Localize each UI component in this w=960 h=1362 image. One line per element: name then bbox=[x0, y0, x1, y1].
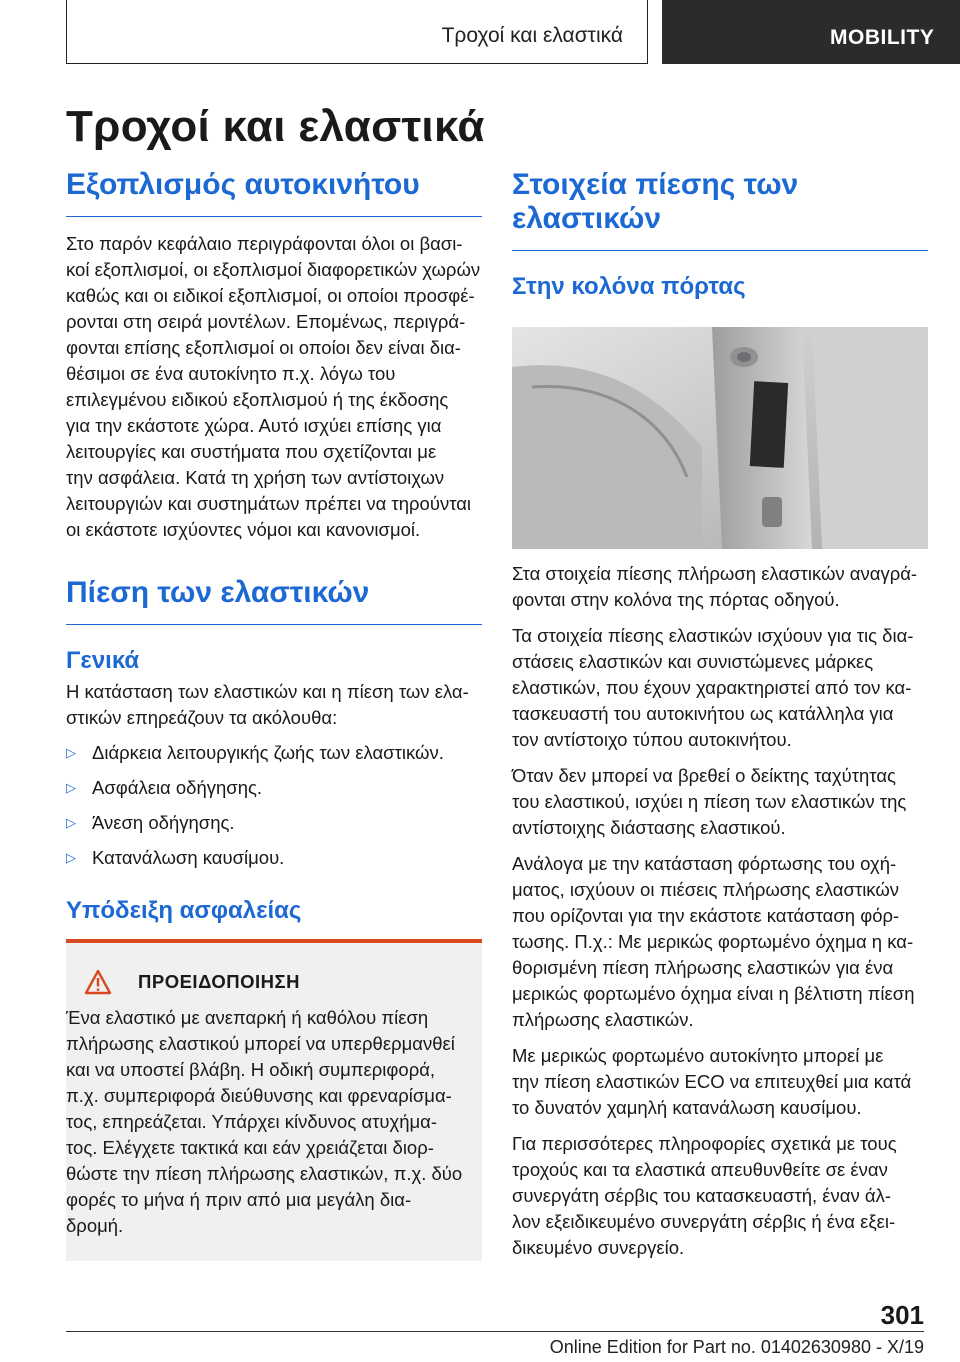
paragraph-general bbox=[66, 679, 482, 731]
list-item bbox=[66, 775, 482, 801]
text-line: θορισμένη πίεση πλήρωσης ελαστικών για ένα bbox=[512, 957, 894, 978]
text-line: την ασφάλεια. Κατά τη χρήση των αντίστοιχων bbox=[66, 467, 445, 488]
page-title: Τροχοί και ελαστικά bbox=[66, 102, 485, 151]
text-line: τον αντίστοιχο τύπου αυτοκινήτου. bbox=[512, 729, 792, 750]
header-chapter-tab: MOBILITY bbox=[662, 0, 960, 64]
heading-tire-pressure: Πίεση των ελαστικών bbox=[66, 576, 482, 625]
header-section-title: Τροχοί και ελαστικά bbox=[441, 24, 623, 47]
list-item-text: Κατανάλωση καυσίμου. bbox=[92, 847, 285, 868]
left-column bbox=[66, 168, 482, 1261]
text-line: πλήρωσης ελαστικών. bbox=[512, 1009, 694, 1030]
text-line: τος. Ελέγχετε τακτικά και εάν χρειάζεται διορ- bbox=[66, 1137, 434, 1158]
heading-safety-note: Υπόδειξη ασφαλείας bbox=[66, 897, 302, 924]
warning-text bbox=[66, 1005, 464, 1239]
text-line: το δυνατόν χαμηλή κατανάλωση καυσίμου. bbox=[512, 1097, 862, 1118]
list-item-text: Διάρκεια λειτουργικής ζωής των ελαστικών. bbox=[92, 742, 444, 763]
list-item bbox=[66, 810, 482, 836]
text-line: Τα στοιχεία πίεσης ελαστικών ισχύουν για τις δια- bbox=[512, 625, 914, 646]
right-paragraphs bbox=[512, 561, 928, 1261]
page-number: 301 bbox=[880, 1300, 924, 1330]
text-line: πλήρωσης ελαστικού μπορεί να υπερθερμανθεί bbox=[66, 1033, 455, 1054]
text-line: καθώς και οι ειδικοί εξοπλισμοί, οι οποίοι προσφέ- bbox=[66, 285, 475, 306]
paragraph-text bbox=[512, 561, 928, 613]
text-line: τασκευαστή του αυτοκινήτου ως κατάλληλα για bbox=[512, 703, 894, 724]
text-line: φορές το μήνα ή πριν από μια μεγάλη δια- bbox=[66, 1189, 412, 1210]
text-line: που ορίζονται για την εκάστοτε κατάσταση φόρ- bbox=[512, 905, 900, 926]
text-line: τροχούς και τα ελαστικά απευθυνθείτε σε έναν bbox=[512, 1159, 888, 1180]
list-item-text: Άνεση οδήγησης. bbox=[92, 812, 235, 833]
text-line: οι εκάστοτε ισχύοντες νόμοι και κανονισμοί. bbox=[66, 519, 421, 540]
triangle-bullet-icon: ▷ bbox=[66, 850, 76, 865]
text-line: Για περισσότερες πληροφορίες σχετικά με τους bbox=[512, 1133, 897, 1154]
text-line: δικευμένο συνεργείο. bbox=[512, 1237, 685, 1258]
text-line: του ελαστικού, ισχύει η πίεση των ελαστικών της bbox=[512, 791, 907, 812]
list-item bbox=[66, 845, 482, 871]
text-line: αντίστοιχης διάστασης ελαστικού. bbox=[512, 817, 786, 838]
paragraph-equipment bbox=[66, 231, 482, 543]
paragraph-text bbox=[512, 1043, 928, 1121]
heading-door-pillar: Στην κολόνα πόρτας bbox=[512, 273, 746, 300]
bullet-list bbox=[66, 740, 482, 871]
paragraph-text bbox=[66, 231, 482, 543]
paragraph-text bbox=[512, 623, 928, 753]
text-line: Στο παρόν κεφάλαιο περιγράφονται όλοι οι βασι- bbox=[66, 233, 463, 254]
text-line: την πίεση ελαστικών ECO να επιτευχθεί μια κατά bbox=[512, 1071, 912, 1092]
text-line: ρονται στη σειρά μοντέλων. Επομένως, περιγρά- bbox=[66, 311, 466, 332]
warning-paragraph bbox=[66, 1005, 464, 1239]
warning-triangle-icon bbox=[84, 969, 112, 995]
paragraph-text bbox=[512, 851, 928, 1033]
text-line: Ένα ελαστικό με ανεπαρκή ή καθόλου πίεση bbox=[66, 1007, 429, 1028]
text-line: τωσης. Π.χ.: Με μερικώς φορτωμένο όχημα η κα- bbox=[512, 931, 914, 952]
right-column bbox=[512, 168, 928, 1261]
paragraph-text bbox=[512, 1131, 928, 1261]
text-line: μερικώς φορτωμένο όχημα είναι η βέλτιστη πίεση bbox=[512, 983, 915, 1004]
paragraph-text bbox=[512, 763, 928, 841]
text-line: φονται επίσης εξοπλισμοί οι οποίοι δεν είναι δια- bbox=[66, 337, 461, 358]
footer-edition: Online Edition for Part no. 01402630980 - X/19 bbox=[549, 1337, 924, 1357]
text-line: λειτουργίες και συστήματα που σχετίζονται με bbox=[66, 441, 437, 462]
text-line: ματος, ισχύουν οι πιέσεις πλήρωσης ελαστικών bbox=[512, 879, 900, 900]
text-line: λειτουργιών και συστημάτων πρέπει να τηρούνται bbox=[66, 493, 472, 514]
paragraph-text bbox=[66, 679, 482, 731]
text-line: κοί εξοπλισμοί, οι εξοπλισμοί διαφορετικών χωρών bbox=[66, 259, 481, 280]
list-item bbox=[66, 740, 482, 766]
text-line: Ανάλογα με την κατάσταση φόρτωσης του οχή- bbox=[512, 853, 897, 874]
text-line: θέσιμοι σε ένα αυτοκίνητο π.χ. λόγω του bbox=[66, 363, 396, 384]
text-line: συνεργάτη σέρβις του κατασκευαστή, έναν άλ- bbox=[512, 1185, 891, 1206]
triangle-bullet-icon: ▷ bbox=[66, 815, 76, 830]
heading-tire-pressure-data: Στοιχεία πίεσης των ελαστικών bbox=[512, 168, 928, 251]
header-section-box bbox=[66, 0, 648, 64]
text-line: και να υποστεί βλάβη. Η οδική συμπεριφορά, bbox=[66, 1059, 436, 1080]
text-line: π.χ. συμπεριφορά διεύθυνσης και φρεναρίσμα- bbox=[66, 1085, 452, 1106]
triangle-bullet-icon: ▷ bbox=[66, 780, 76, 795]
text-line: ελαστικών, που έχουν χαρακτηριστεί από τον κα- bbox=[512, 677, 912, 698]
text-line: Όταν δεν μπορεί να βρεθεί ο δείκτης ταχύτητας bbox=[512, 765, 896, 786]
warning-header bbox=[66, 969, 464, 995]
triangle-bullet-icon: ▷ bbox=[66, 745, 76, 760]
heading-vehicle-equipment: Εξοπλισμός αυτοκινήτου bbox=[66, 168, 482, 217]
text-line: θώστε την πίεση πλήρωσης ελαστικών, π.χ. δύο bbox=[66, 1163, 463, 1184]
heading-general: Γενικά bbox=[66, 647, 140, 674]
text-line: λον εξειδικευμένο συνεργάτη σέρβις ή ένα εξει- bbox=[512, 1211, 896, 1232]
footer-divider bbox=[66, 1331, 924, 1332]
text-line: δρομή. bbox=[66, 1215, 124, 1236]
text-line: φονται στην κολόνα της πόρτας οδηγού. bbox=[512, 589, 840, 610]
warning-box bbox=[66, 939, 482, 1261]
warning-title: ΠΡΟΕΙΔΟΠΟΙΗΣΗ bbox=[138, 971, 300, 992]
text-line: Η κατάσταση των ελαστικών και η πίεση των ελα- bbox=[66, 681, 469, 702]
list-item-text: Ασφάλεια οδήγησης. bbox=[92, 777, 263, 798]
text-line: τος, επηρεάζεται. Υπάρχει κίνδυνος ατυχήμα- bbox=[66, 1111, 438, 1132]
door-pillar-illustration bbox=[512, 327, 928, 549]
text-line: στικών επηρεάζουν τα ακόλουθα: bbox=[66, 707, 338, 728]
text-line: Με μερικώς φορτωμένο αυτοκίνητο μπορεί με bbox=[512, 1045, 884, 1066]
text-line: για την εκάστοτε χώρα. Αυτό ισχύει επίσης για bbox=[66, 415, 442, 436]
text-line: στάσεις ελαστικών και συνιστώμενες μάρκες bbox=[512, 651, 874, 672]
text-line: Στα στοιχεία πίεσης πλήρωση ελαστικών αναγρά- bbox=[512, 563, 918, 584]
door-pillar-photo bbox=[512, 327, 928, 549]
text-line: επιλεγμένου ειδικού εξοπλισμού ή της έκδοσης bbox=[66, 389, 449, 410]
